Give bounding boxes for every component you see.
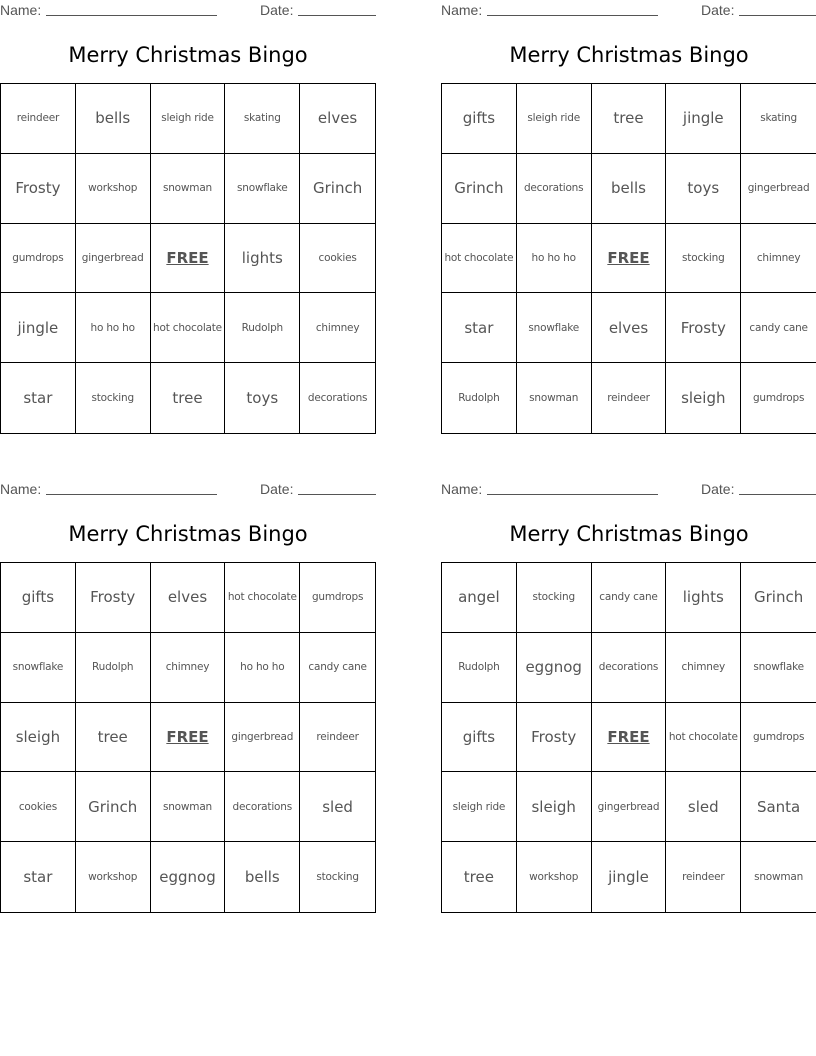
card-title: Merry Christmas Bingo: [509, 522, 749, 546]
bingo-cell: gumdrops: [752, 392, 805, 405]
bingo-cell: cookies: [1, 772, 76, 842]
bingo-cell: lights: [225, 224, 300, 294]
bingo-cell: Rudolph: [76, 633, 151, 703]
bingo-cell: stocking: [666, 224, 741, 294]
bingo-cell: snowman: [151, 154, 226, 224]
date-field-line: [739, 494, 816, 495]
bingo-cell: Rudolph: [442, 633, 517, 703]
bingo-cell: Grinch: [442, 154, 517, 224]
date-label: Date:: [260, 2, 294, 18]
bingo-cell: Frosty: [666, 293, 741, 363]
bingo-cell: tree: [151, 363, 226, 433]
bingo-cell: angel: [442, 563, 517, 633]
bingo-cell: skating: [225, 84, 300, 154]
bingo-card-1: [0, 0, 376, 440]
name-label: Name:: [0, 2, 42, 18]
bingo-grid: [0, 562, 376, 913]
card-title: Merry Christmas Bingo: [68, 43, 308, 67]
name-label: Name:: [441, 481, 483, 497]
bingo-cell: sled: [300, 772, 375, 842]
bingo-cell: sleigh: [1, 703, 76, 773]
bingo-cell: elves: [151, 563, 226, 633]
bingo-cell: gumdrops: [1, 224, 76, 294]
bingo-cell: snowman: [517, 363, 592, 433]
card-header: [0, 479, 376, 501]
bingo-cell: gingerbread: [741, 154, 816, 224]
bingo-cell: snowflake: [517, 293, 592, 363]
bingo-cell: sleigh ride: [151, 84, 226, 154]
bingo-cell: snowflake: [225, 154, 300, 224]
bingo-cell: sleigh: [517, 772, 592, 842]
bingo-cell: eggnog: [151, 842, 226, 912]
bingo-cell: bells: [76, 84, 151, 154]
bingo-cell: Grinch: [76, 772, 151, 842]
bingo-grid: [441, 83, 816, 434]
bingo-cell: elves: [300, 84, 375, 154]
bingo-cell: jingle: [592, 842, 667, 912]
bingo-cell: stocking: [76, 363, 151, 433]
bingo-cell: hot chocolate: [442, 224, 517, 294]
bingo-cell: jingle: [666, 84, 741, 154]
bingo-cell: hot chocolate: [225, 563, 300, 633]
free-space-cell: FREE: [151, 703, 226, 773]
bingo-cell: gifts: [442, 703, 517, 773]
bingo-cell: candy cane: [741, 293, 816, 363]
bingo-grid: [0, 83, 376, 434]
bingo-cell: reindeer: [300, 703, 375, 773]
bingo-cell: gifts: [442, 84, 517, 154]
bingo-cell: candy cane: [592, 563, 667, 633]
bingo-cell: Rudolph: [442, 363, 517, 433]
bingo-cell: chimney: [151, 633, 226, 703]
bingo-cell: tree: [76, 703, 151, 773]
bingo-cell: Frosty: [1, 154, 76, 224]
bingo-cell: Grinch: [741, 563, 816, 633]
card-header: [0, 0, 376, 22]
bingo-card-2: [441, 0, 816, 440]
bingo-cell: reindeer: [666, 842, 741, 912]
bingo-cell: elves: [592, 293, 667, 363]
bingo-cell: reindeer: [592, 363, 667, 433]
bingo-cell: chimney: [741, 224, 816, 294]
card-title: Merry Christmas Bingo: [509, 43, 749, 67]
bingo-cell: star: [1, 363, 76, 433]
date-field-line: [298, 494, 376, 495]
bingo-cell: snowflake: [741, 633, 816, 703]
bingo-cell: reindeer: [1, 84, 76, 154]
name-field-line: [46, 15, 217, 16]
bingo-cell: Frosty: [517, 703, 592, 773]
bingo-cell: ho ho ho: [517, 224, 592, 294]
bingo-cell: hot chocolate: [151, 293, 226, 363]
name-field-line: [46, 494, 217, 495]
bingo-cell: candy cane: [300, 633, 375, 703]
bingo-cell: star: [442, 293, 517, 363]
name-label: Name:: [441, 2, 483, 18]
bingo-cell: sled: [666, 772, 741, 842]
bingo-cell: snowman: [754, 871, 804, 884]
free-space-cell: FREE: [592, 703, 667, 773]
card-header: [441, 479, 816, 501]
bingo-cell: gifts: [1, 563, 76, 633]
name-label: Name:: [0, 481, 42, 497]
bingo-cell: decorations: [225, 772, 300, 842]
bingo-cell: bells: [225, 842, 300, 912]
bingo-cell: gingerbread: [225, 703, 300, 773]
bingo-cell: lights: [666, 563, 741, 633]
bingo-cell: hot chocolate: [666, 703, 741, 773]
free-space-cell: FREE: [592, 224, 667, 294]
date-label: Date:: [701, 2, 735, 18]
bingo-cell: Santa: [741, 772, 816, 842]
bingo-cell: jingle: [1, 293, 76, 363]
bingo-cell: decorations: [517, 154, 592, 224]
bingo-cell: Grinch: [300, 154, 375, 224]
bingo-cell: workshop: [517, 842, 592, 912]
bingo-cell: bells: [592, 154, 667, 224]
free-space-cell: FREE: [151, 224, 226, 294]
bingo-cell: ho ho ho: [76, 293, 151, 363]
bingo-cell: Rudolph: [225, 293, 300, 363]
date-label: Date:: [701, 481, 735, 497]
bingo-cell: tree: [592, 84, 667, 154]
card-title: Merry Christmas Bingo: [68, 522, 308, 546]
bingo-cell: toys: [666, 154, 741, 224]
bingo-cell: star: [1, 842, 76, 912]
bingo-cell: decorations: [307, 392, 368, 405]
bingo-cell: gingerbread: [592, 772, 667, 842]
bingo-cell: decorations: [592, 633, 667, 703]
bingo-cell: tree: [442, 842, 517, 912]
bingo-cell: stocking: [316, 871, 359, 884]
date-label: Date:: [260, 481, 294, 497]
bingo-cell: cookies: [300, 224, 375, 294]
bingo-card-4: [441, 479, 816, 919]
bingo-cell: toys: [225, 363, 300, 433]
bingo-cell: stocking: [517, 563, 592, 633]
bingo-cell: ho ho ho: [225, 633, 300, 703]
bingo-cell: gumdrops: [300, 563, 375, 633]
bingo-cell: gumdrops: [741, 703, 816, 773]
date-field-line: [739, 15, 816, 16]
bingo-cell: workshop: [76, 842, 151, 912]
card-header: [441, 0, 816, 22]
bingo-cell: eggnog: [517, 633, 592, 703]
bingo-grid: [441, 562, 816, 913]
bingo-cell: chimney: [300, 293, 375, 363]
bingo-cell: sleigh: [666, 363, 741, 433]
bingo-cell: sleigh ride: [442, 772, 517, 842]
bingo-cell: gingerbread: [76, 224, 151, 294]
bingo-cell: Frosty: [76, 563, 151, 633]
bingo-cell: snowflake: [1, 633, 76, 703]
bingo-cell: skating: [741, 84, 816, 154]
bingo-card-3: [0, 479, 376, 919]
name-field-line: [487, 15, 658, 16]
bingo-cell: snowman: [151, 772, 226, 842]
name-field-line: [487, 494, 658, 495]
bingo-cell: chimney: [666, 633, 741, 703]
bingo-cell: sleigh ride: [517, 84, 592, 154]
bingo-cell: workshop: [76, 154, 151, 224]
date-field-line: [298, 15, 376, 16]
